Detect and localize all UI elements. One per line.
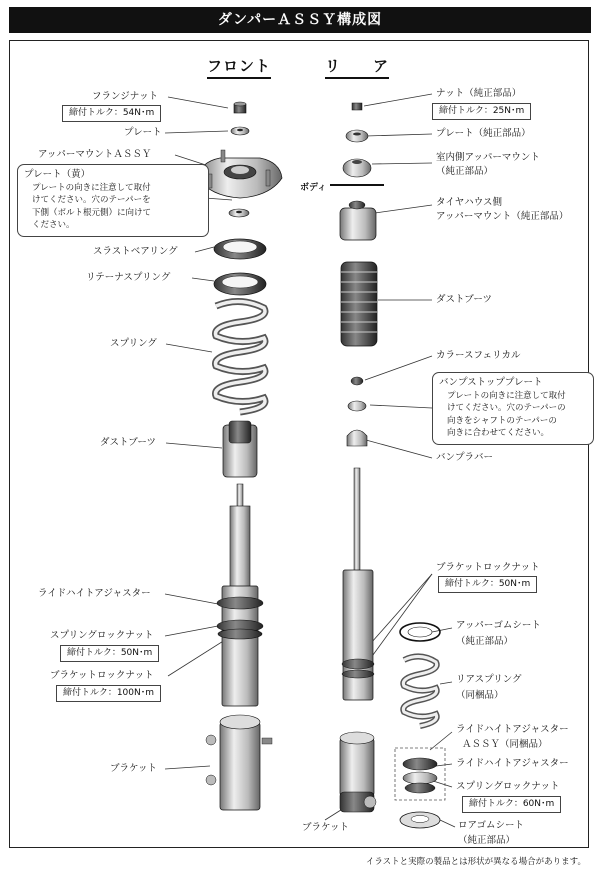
page-title: ダンパーＡＳＳＹ構成図 xyxy=(9,7,591,33)
rear-ride-height-adjuster-assy xyxy=(395,748,445,800)
rear-spring-lock-nut-label: スプリングロックナット xyxy=(456,781,560,792)
front-retainer-spring xyxy=(214,273,266,295)
rear-spring-lock-nut-torque: 締付トルク：60N･m xyxy=(462,796,561,813)
front-spring xyxy=(216,301,266,412)
rear-lower-rubber-sub: （純正部品） xyxy=(458,835,516,846)
rear-dust-boot xyxy=(341,262,377,346)
front-note-body: プレートの向きに注意して取付 けてください。穴のテーパーを 下側（ボルト根元側）に向けて ください。 xyxy=(32,182,152,230)
front-plate xyxy=(231,127,249,135)
rear-bracket-lock-nut-torque: 締付トルク：50N･m xyxy=(438,576,537,593)
rear-plate-label: プレート（純正部品） xyxy=(436,128,531,139)
rear-spring xyxy=(403,656,436,726)
front-flange-nut-label: フランジナット xyxy=(92,91,159,102)
front-plate-note xyxy=(17,164,209,237)
rear-tire-upper-mount-label: タイヤハウス側 xyxy=(436,197,503,208)
rear-column-title: リ ア xyxy=(325,55,389,79)
rear-note-body: プレートの向きに注意して取付 けてください。穴のテーパーの 向きをシャフトのテーパーの 向きに合わせてください。 xyxy=(447,390,566,438)
rear-nut-label: ナット（純正部品） xyxy=(436,88,522,99)
rear-bump-stop-plate xyxy=(348,401,366,411)
rear-upper-rubber-label: アッパーゴムシート xyxy=(456,620,541,631)
front-flange-nut-torque: 締付トルク：54N･m xyxy=(62,105,161,122)
rear-rha-assy-label: ライドハイトアジャスター xyxy=(456,724,569,735)
rear-plate xyxy=(346,130,368,142)
front-bracket-lock-nut-torque: 締付トルク：100N･m xyxy=(56,685,161,702)
front-note-title: プレート（黄） xyxy=(24,169,91,180)
rear-bracket-lock-nut-label: ブラケットロックナット xyxy=(436,562,540,573)
rear-spring-label: リアスプリング xyxy=(456,674,522,685)
rear-note-title: バンプストッププレート xyxy=(439,377,543,388)
rear-dust-boot-label: ダストブーツ xyxy=(436,294,493,305)
rear-bump-rubber xyxy=(347,430,367,446)
rear-rha-assy-sub: ＡＳＳＹ（同梱品） xyxy=(462,739,548,750)
rear-ride-height-adjuster-label: ライドハイトアジャスター xyxy=(456,758,569,769)
body-label: ボディ xyxy=(300,183,327,193)
front-upper-mount-label: アッパーマウントＡＳＳＹ xyxy=(38,149,152,160)
rear-inner-upper-mount-sub: （純正部品） xyxy=(436,166,494,177)
rear-damper-body xyxy=(342,468,374,700)
rear-nut xyxy=(352,103,362,110)
rear-bracket-label: ブラケット xyxy=(302,822,350,833)
rear-bracket xyxy=(340,732,376,812)
front-dust-boot-label: ダストブーツ xyxy=(100,437,157,448)
front-damper-body xyxy=(206,484,272,810)
front-bracket-lock-nut-label: ブラケットロックナット xyxy=(50,670,154,681)
front-upper-mount xyxy=(198,150,282,198)
front-yellow-plate xyxy=(229,209,249,217)
footnote: イラストと実際の製品とは形状が異なる場合があります。 xyxy=(365,857,586,867)
front-column-title: フロント xyxy=(207,55,271,79)
rear-inner-upper-mount-label: 室内側アッパーマウント xyxy=(436,152,540,163)
rear-collar-spherical xyxy=(351,377,363,385)
front-ride-height-adjuster-label: ライドハイトアジャスター xyxy=(38,588,151,599)
front-plate-label: プレート xyxy=(124,127,162,138)
rear-lower-rubber-label: ロアゴムシート xyxy=(458,820,525,831)
rear-bump-rubber-label: バンプラバー xyxy=(436,452,494,463)
front-spring-label: スプリング xyxy=(110,338,157,349)
rear-nut-torque: 締付トルク：25N･m xyxy=(432,103,531,120)
front-flange-nut xyxy=(234,102,246,113)
front-spring-lock-nut-label: スプリングロックナット xyxy=(50,630,154,641)
rear-upper-rubber-sub: （純正部品） xyxy=(456,636,514,647)
rear-lower-rubber-seat xyxy=(400,812,440,828)
front-bracket-label: ブラケット xyxy=(110,763,158,774)
rear-collar-label: カラースフェリカル xyxy=(436,350,521,361)
front-thrust-bearing xyxy=(214,239,266,259)
front-spring-lock-nut-torque: 締付トルク：50N･m xyxy=(60,645,159,662)
front-thrust-bearing-label: スラストベアリング xyxy=(93,246,178,257)
rear-tire-upper-mount xyxy=(340,201,376,240)
rear-spring-sub: （同梱品） xyxy=(456,690,504,701)
rear-bump-stop-note xyxy=(432,372,594,445)
front-retainer-spring-label: リテーナスプリング xyxy=(86,272,171,283)
rear-tire-upper-mount-sub: アッパーマウント（純正部品） xyxy=(436,211,569,222)
rear-inner-upper-mount xyxy=(343,159,371,177)
front-dust-boot xyxy=(223,421,257,477)
